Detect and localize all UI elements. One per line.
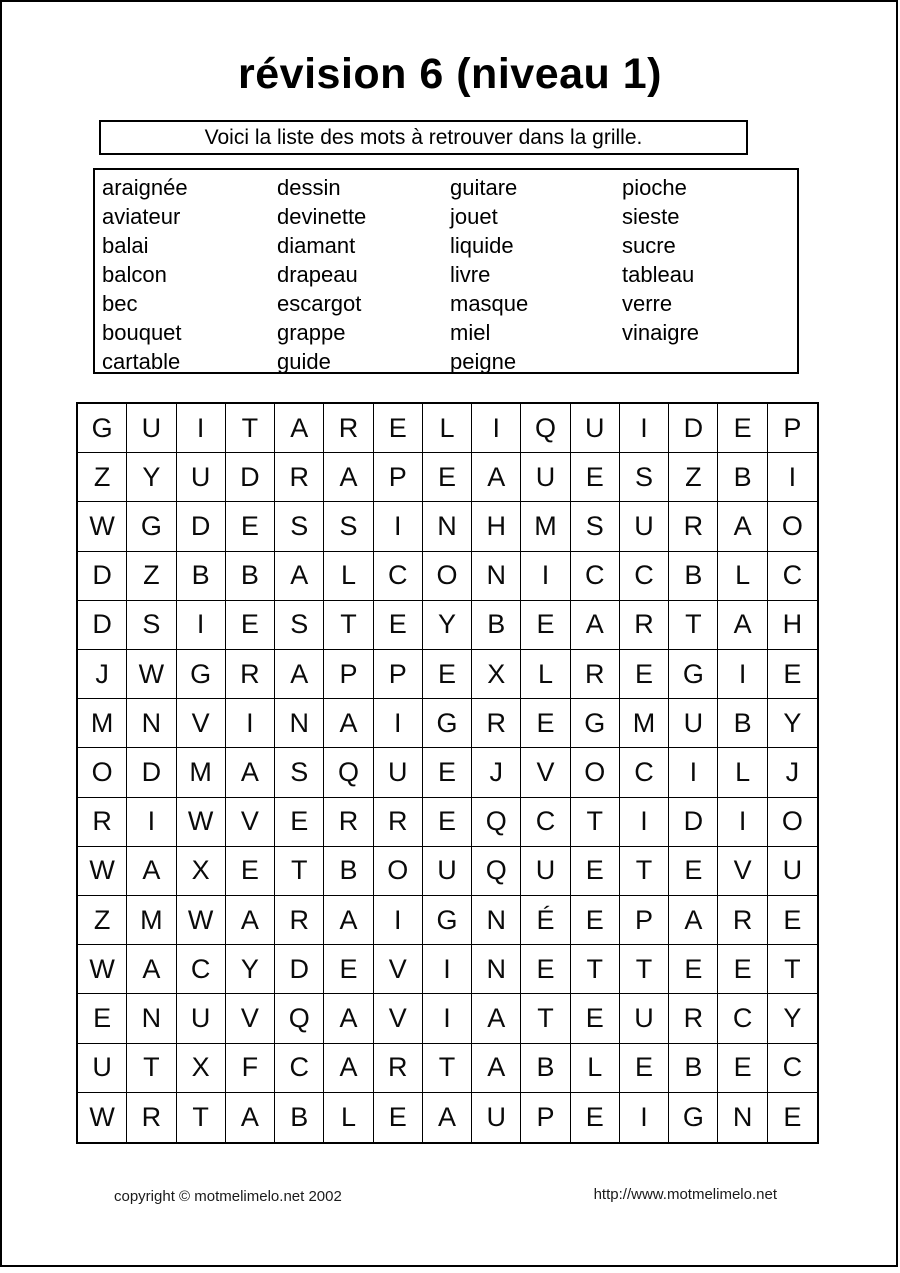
grid-cell-r14c4: F — [226, 1044, 275, 1093]
grid-cell-r2c10: U — [521, 453, 570, 502]
grid-cell-r2c8: E — [423, 453, 472, 502]
word-search-grid — [76, 402, 819, 1144]
grid-cell-r1c10: Q — [521, 404, 570, 453]
grid-cell-r12c5: D — [275, 945, 324, 994]
grid-cell-r10c6: B — [324, 847, 373, 896]
grid-cell-r15c15: E — [783, 1101, 802, 1132]
grid-cell-r12c2: A — [127, 945, 176, 994]
grid-cell-r5c8: Y — [423, 601, 472, 650]
grid-cell-r6c15: E — [768, 650, 817, 699]
grid-cell-r13c3: U — [177, 994, 226, 1043]
grid-cell-r8c5: S — [275, 748, 324, 797]
grid-cell-r1c14: E — [718, 404, 767, 453]
grid-cell-r7c1: M — [78, 699, 127, 748]
grid-cell-r14c15: C — [768, 1044, 817, 1093]
grid-cell-r3c4: E — [226, 502, 275, 551]
word-item: drapeau — [277, 262, 358, 287]
grid-cell-r3c11: S — [571, 502, 620, 551]
word-item: vinaigre — [622, 320, 700, 345]
grid-cell-r4c13: B — [669, 552, 718, 601]
grid-cell-r4c7: C — [374, 552, 423, 601]
grid-cell-r4c10: I — [521, 552, 570, 601]
grid-cell-r13c5: Q — [275, 994, 324, 1043]
grid-cell-r7c9: R — [472, 699, 521, 748]
grid-cell-r11c2: M — [127, 896, 176, 945]
grid-cell-r10c7: O — [374, 847, 423, 896]
grid-cell-r5c6: T — [324, 601, 373, 650]
grid-cell-r12c3: C — [177, 945, 226, 994]
grid-cell-r5c1: D — [78, 601, 127, 650]
grid-cell-r4c11: C — [571, 552, 620, 601]
grid-cell-r4c2: Z — [127, 552, 176, 601]
word-item: liquide — [450, 233, 514, 258]
grid-cell-r14c13: B — [669, 1044, 718, 1093]
grid-cell-r2c7: P — [374, 453, 423, 502]
grid-cell-r13c11: E — [571, 994, 620, 1043]
grid-cell-r10c1: W — [78, 847, 127, 896]
grid-cell-r10c10: U — [521, 847, 570, 896]
grid-cell-r14c2: T — [127, 1044, 176, 1093]
grid-cell-r6c2: W — [127, 650, 176, 699]
grid-cell-r9c2: I — [127, 798, 176, 847]
grid-cell-r13c9: A — [472, 994, 521, 1043]
grid-cell-r13c2: N — [127, 994, 176, 1043]
grid-cell-r6c14: I — [718, 650, 767, 699]
grid-cell-r5c15: H — [768, 601, 817, 650]
grid-cell-r14c10: B — [521, 1044, 570, 1093]
grid-cell-r13c7: V — [374, 994, 423, 1043]
grid-cell-r12c6: E — [324, 945, 373, 994]
grid-cell-r7c10: E — [521, 699, 570, 748]
word-item: guide — [277, 349, 331, 374]
grid-cell-r12c9: N — [472, 945, 521, 994]
grid-cell-r6c4: R — [226, 650, 275, 699]
grid-cell-r7c12: M — [620, 699, 669, 748]
grid-cell-r1c3: I — [177, 404, 226, 453]
grid-cell-r12c4: Y — [226, 945, 275, 994]
word-item: pioche — [622, 175, 687, 200]
grid-cell-r1c12: I — [620, 404, 669, 453]
grid-cell-r4c6: L — [324, 552, 373, 601]
grid-cell-r8c15: J — [768, 748, 817, 797]
grid-cell-r13c13: R — [669, 994, 718, 1043]
word-item: peigne — [450, 349, 517, 374]
grid-cell-r7c2: N — [127, 699, 176, 748]
grid-cell-r3c10: M — [521, 502, 570, 551]
grid-cell-r3c2: G — [127, 502, 176, 551]
grid-cell-r3c6: S — [324, 502, 373, 551]
grid-cell-r5c12: R — [620, 601, 669, 650]
grid-cell-r12c8: I — [423, 945, 472, 994]
grid-cell-r8c3: M — [177, 748, 226, 797]
grid-cell-r15c11: E — [571, 1093, 620, 1142]
word-item: sieste — [622, 204, 680, 229]
grid-cell-r6c8: E — [423, 650, 472, 699]
word-item: verre — [622, 291, 673, 316]
grid-cell-r11c6: A — [324, 896, 373, 945]
grid-cell-r15c4: A — [226, 1093, 275, 1142]
grid-cell-r10c8: U — [423, 847, 472, 896]
copyright-text: copyright © motmelimelo.net 2002 — [114, 1188, 342, 1205]
grid-cell-r1c7: E — [374, 404, 423, 453]
grid-cell-r8c14: L — [718, 748, 767, 797]
grid-cell-r9c8: E — [423, 798, 472, 847]
word-item: masque — [450, 291, 529, 316]
grid-cell-r9c14: I — [718, 798, 767, 847]
grid-cell-r9c9: Q — [472, 798, 521, 847]
grid-cell-r11c12: P — [620, 896, 669, 945]
grid-cell-r4c9: N — [472, 552, 521, 601]
grid-cell-r1c9: I — [472, 404, 521, 453]
grid-cell-r6c10: L — [521, 650, 570, 699]
grid-cell-r15c5: B — [275, 1093, 324, 1142]
grid-cell-r6c1: J — [78, 650, 127, 699]
grid-cell-r11c10: É — [521, 896, 570, 945]
word-item: sucre — [622, 233, 676, 258]
grid-cell-r3c3: D — [177, 502, 226, 551]
grid-cell-r2c13: Z — [669, 453, 718, 502]
grid-cell-r11c5: R — [275, 896, 324, 945]
page-title: révision 6 (niveau 1) — [238, 50, 662, 98]
grid-cell-r2c1: Z — [78, 453, 127, 502]
grid-cell-r5c3: I — [177, 601, 226, 650]
word-item: dessin — [277, 175, 341, 200]
grid-cell-r5c10: E — [521, 601, 570, 650]
grid-cell-r15c3: T — [177, 1093, 226, 1142]
grid-cell-r15c7: E — [374, 1093, 423, 1142]
grid-cell-r1c1: G — [78, 404, 127, 453]
grid-cell-r1c13: D — [669, 404, 718, 453]
grid-cell-r15c9: U — [472, 1093, 521, 1142]
grid-cell-r8c9: J — [472, 748, 521, 797]
grid-cell-r10c12: T — [620, 847, 669, 896]
grid-cell-r8c8: E — [423, 748, 472, 797]
grid-cell-r5c14: A — [718, 601, 767, 650]
word-item: balcon — [102, 262, 167, 287]
grid-cell-r7c14: B — [718, 699, 767, 748]
grid-cell-r15c8: A — [423, 1093, 472, 1142]
grid-cell-r2c5: R — [275, 453, 324, 502]
grid-cell-r1c5: A — [275, 404, 324, 453]
grid-cell-r14c3: X — [177, 1044, 226, 1093]
grid-cell-r3c12: U — [620, 502, 669, 551]
word-item: cartable — [102, 349, 181, 374]
grid-cell-r13c4: V — [226, 994, 275, 1043]
grid-cell-r11c13: A — [669, 896, 718, 945]
grid-cell-r4c15: C — [768, 552, 817, 601]
grid-cell-r3c8: N — [423, 502, 472, 551]
grid-cell-r8c11: O — [571, 748, 620, 797]
grid-cell-r15c13: G — [669, 1093, 718, 1142]
grid-cell-r12c13: E — [669, 945, 718, 994]
grid-cell-r12c12: T — [620, 945, 669, 994]
grid-cell-r8c7: U — [374, 748, 423, 797]
grid-cell-r10c11: E — [571, 847, 620, 896]
word-item: diamant — [277, 233, 356, 258]
instruction-box — [99, 120, 748, 155]
word-item: devinette — [277, 204, 367, 229]
grid-cell-r5c4: E — [226, 601, 275, 650]
grid-cell-r12c10: E — [521, 945, 570, 994]
grid-cell-r3c9: H — [472, 502, 521, 551]
grid-cell-r4c1: D — [78, 552, 127, 601]
grid-cell-r1c2: U — [127, 404, 176, 453]
grid-cell-r12c1: W — [78, 945, 127, 994]
grid-cell-r9c10: C — [521, 798, 570, 847]
grid-cell-r6c9: X — [472, 650, 521, 699]
grid-cell-r10c5: T — [275, 847, 324, 896]
grid-cell-r10c14: V — [718, 847, 767, 896]
word-item: balai — [102, 233, 149, 258]
grid-cell-r6c12: E — [620, 650, 669, 699]
grid-cell-r9c11: T — [571, 798, 620, 847]
grid-cell-r11c3: W — [177, 896, 226, 945]
grid-cell-r4c12: C — [620, 552, 669, 601]
word-list-column-1 — [102, 173, 277, 376]
word-item: araignée — [102, 175, 188, 200]
word-item: escargot — [277, 291, 362, 316]
grid-cell-r8c13: I — [669, 748, 718, 797]
grid-cell-r15c14: N — [718, 1093, 767, 1142]
grid-cell-r13c14: C — [718, 994, 767, 1043]
grid-cell-r3c1: W — [78, 502, 127, 551]
grid-cell-r14c5: C — [275, 1044, 324, 1093]
grid-cell-r5c11: A — [571, 601, 620, 650]
grid-cell-r4c3: B — [177, 552, 226, 601]
grid-cell-r11c7: I — [374, 896, 423, 945]
grid-cell-r14c6: A — [324, 1044, 373, 1093]
grid-cell-r11c8: G — [423, 896, 472, 945]
grid-cell-r9c15: O — [768, 798, 817, 847]
grid-cell-r6c7: P — [374, 650, 423, 699]
grid-cell-r13c1: E — [78, 994, 127, 1043]
grid-cell-r5c2: S — [127, 601, 176, 650]
word-list-column-4 — [622, 173, 797, 376]
grid-cell-r4c8: O — [423, 552, 472, 601]
word-item: aviateur — [102, 204, 181, 229]
grid-cell-r3c13: R — [669, 502, 718, 551]
grid-cell-r13c10: T — [521, 994, 570, 1043]
grid-cell-r6c13: G — [669, 650, 718, 699]
grid-cell-r12c14: E — [718, 945, 767, 994]
grid-cell-r5c5: S — [275, 601, 324, 650]
grid-cell-r2c6: A — [324, 453, 373, 502]
grid-cell-r7c4: I — [226, 699, 275, 748]
website-url: http://www.motmelimelo.net — [593, 1186, 777, 1203]
grid-cell-r7c8: G — [423, 699, 472, 748]
word-item: miel — [450, 320, 491, 345]
word-list — [93, 168, 799, 374]
grid-cell-r6c5: A — [275, 650, 324, 699]
grid-cell-r3c14: A — [718, 502, 767, 551]
grid-cell-r8c1: O — [78, 748, 127, 797]
grid-cell-r3c15: O — [768, 502, 817, 551]
grid-cell-r2c9: A — [472, 453, 521, 502]
grid-cell-r9c3: W — [177, 798, 226, 847]
grid-cell-r9c6: R — [324, 798, 373, 847]
grid-cell-r5c13: T — [669, 601, 718, 650]
grid-cell-r9c13: D — [669, 798, 718, 847]
grid-cell-r6c11: R — [571, 650, 620, 699]
grid-cell-r11c15: E — [768, 896, 817, 945]
grid-cell-r5c7: E — [374, 601, 423, 650]
grid-cell-r5c9: B — [472, 601, 521, 650]
grid-cell-r15c2: R — [127, 1093, 176, 1142]
grid-cell-r7c7: I — [374, 699, 423, 748]
grid-cell-r7c13: U — [669, 699, 718, 748]
grid-cell-r1c8: L — [423, 404, 472, 453]
word-item: tableau — [622, 262, 695, 287]
grid-cell-r11c14: R — [718, 896, 767, 945]
grid-cell-r8c12: C — [620, 748, 669, 797]
grid-cell-r15c10: P — [521, 1093, 570, 1142]
grid-cell-r7c5: N — [275, 699, 324, 748]
grid-cell-r2c11: E — [571, 453, 620, 502]
grid-cell-r2c4: D — [226, 453, 275, 502]
grid-cell-r2c2: Y — [127, 453, 176, 502]
grid-cell-r10c9: Q — [472, 847, 521, 896]
grid-cell-r13c15: Y — [768, 994, 817, 1043]
grid-cell-r15c6: L — [324, 1093, 373, 1142]
grid-cell-r6c6: P — [324, 650, 373, 699]
grid-cell-r7c11: G — [571, 699, 620, 748]
grid-cell-r1c11: U — [571, 404, 620, 453]
grid-cell-r12c11: T — [571, 945, 620, 994]
grid-cell-r8c10: V — [521, 748, 570, 797]
grid-cell-r8c6: Q — [324, 748, 373, 797]
grid-cell-r14c14: E — [718, 1044, 767, 1093]
grid-cell-r9c4: V — [226, 798, 275, 847]
grid-cell-r9c5: E — [275, 798, 324, 847]
grid-cell-r12c15: T — [768, 945, 817, 994]
word-item: grappe — [277, 320, 346, 345]
grid-cell-r7c15: Y — [768, 699, 817, 748]
grid-cell-r13c12: U — [620, 994, 669, 1043]
word-item: bec — [102, 291, 138, 316]
word-item: livre — [450, 262, 491, 287]
grid-cell-r11c1: Z — [78, 896, 127, 945]
grid-cell-r15c1: W — [78, 1093, 127, 1142]
grid-cell-r13c8: I — [423, 994, 472, 1043]
word-item: jouet — [450, 204, 498, 229]
grid-cell-r9c7: R — [374, 798, 423, 847]
grid-cell-r14c9: A — [472, 1044, 521, 1093]
grid-cell-r10c2: A — [127, 847, 176, 896]
grid-cell-r9c1: R — [78, 798, 127, 847]
grid-cell-r10c3: X — [177, 847, 226, 896]
grid-cell-r15c12: I — [620, 1093, 669, 1142]
grid-cell-r14c1: U — [78, 1044, 127, 1093]
grid-cell-r3c5: S — [275, 502, 324, 551]
grid-cell-r4c4: B — [226, 552, 275, 601]
grid-cell-r11c4: A — [226, 896, 275, 945]
grid-cell-r13c6: A — [324, 994, 373, 1043]
grid-cell-r11c11: E — [571, 896, 620, 945]
grid-cell-r2c12: S — [620, 453, 669, 502]
grid-cell-r14c8: T — [423, 1044, 472, 1093]
instruction-text: Voici la liste des mots à retrouver dans la grille. — [204, 125, 643, 149]
grid-cell-r10c15: U — [768, 847, 817, 896]
grid-cell-r8c2: D — [127, 748, 176, 797]
grid-cell-r14c11: L — [571, 1044, 620, 1093]
grid-cell-r2c15: I — [768, 453, 817, 502]
grid-cell-r1c6: R — [324, 404, 373, 453]
grid-cell-r14c7: R — [374, 1044, 423, 1093]
grid-cell-r10c13: E — [669, 847, 718, 896]
grid-cell-r6c3: G — [177, 650, 226, 699]
grid-cell-r1c4: T — [226, 404, 275, 453]
grid-cell-r3c7: I — [374, 502, 423, 551]
grid-cell-r11c9: N — [472, 896, 521, 945]
grid-cell-r4c14: L — [718, 552, 767, 601]
grid-cell-r7c3: V — [177, 699, 226, 748]
grid-cell-r2c14: B — [718, 453, 767, 502]
word-item: bouquet — [102, 320, 182, 345]
word-list-column-3 — [450, 173, 622, 376]
grid-cell-r1c15: P — [768, 404, 817, 453]
word-item: guitare — [450, 175, 518, 200]
grid-cell-r2c3: U — [177, 453, 226, 502]
grid-cell-r12c7: V — [374, 945, 423, 994]
grid-cell-r8c4: A — [226, 748, 275, 797]
grid-cell-r4c5: A — [275, 552, 324, 601]
word-list-column-2 — [277, 173, 450, 376]
grid-cell-r14c12: E — [620, 1044, 669, 1093]
grid-cell-r9c12: I — [620, 798, 669, 847]
grid-cell-r10c4: E — [226, 847, 275, 896]
grid-cell-r7c6: A — [324, 699, 373, 748]
